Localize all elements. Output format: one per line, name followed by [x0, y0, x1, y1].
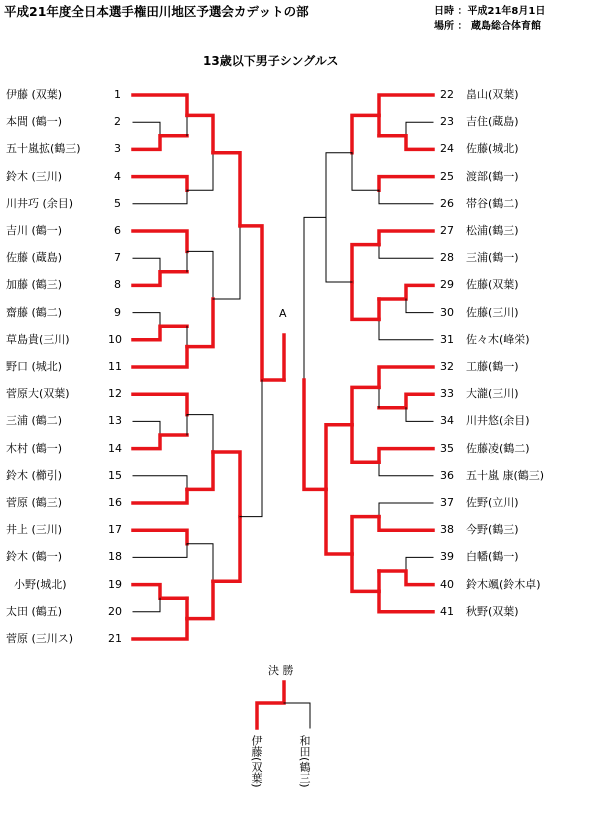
right-player-name: 川井悠(余目) [466, 414, 530, 428]
left-player-name: 草島貴(三川) [6, 332, 70, 346]
bracket-line [133, 190, 187, 204]
winner-line [379, 591, 433, 611]
bracket-line [326, 217, 352, 282]
winner-line [240, 226, 284, 380]
left-player-seed: 14 [108, 441, 122, 455]
right-player-seed: 41 [440, 604, 454, 618]
left-player-name: 本間 (鶴一) [6, 115, 63, 129]
event-date: 日時 ：平成21年8月1日 [434, 6, 546, 17]
bracket-line [133, 544, 187, 558]
right-player-name: 鈴木颯(鈴木卓) [466, 577, 541, 591]
left-player-seed: 4 [114, 169, 121, 183]
left-player-seed: 15 [108, 468, 122, 482]
bracket-line [352, 153, 379, 190]
left-player-seed: 5 [114, 196, 121, 210]
right-player-seed: 34 [440, 414, 454, 428]
left-player-name: 齋藤 (鶴二) [6, 305, 63, 319]
left-player-name: 佐藤 (蔵島) [6, 251, 63, 265]
winner-line [133, 326, 187, 340]
bracket-line [133, 313, 160, 327]
right-player-name: 五十嵐 康(鶴三) [466, 468, 545, 482]
right-player-seed: 39 [440, 550, 454, 564]
right-player-name: 秋野(双葉) [466, 604, 519, 618]
block-label: A [279, 307, 287, 320]
left-player-seed: 12 [108, 387, 122, 401]
right-player-name: 渡部(鶴一) [466, 169, 519, 183]
winner-line [326, 425, 352, 490]
left-player-name: 鈴木 (櫛引) [6, 468, 63, 482]
right-player-name: 佐藤(三川) [466, 305, 519, 319]
winner-line [379, 449, 433, 463]
left-player-seed: 16 [108, 496, 122, 509]
winner-line [133, 347, 187, 367]
left-player-name: 太田 (鶴五) [6, 604, 63, 618]
bracket-line [133, 258, 160, 272]
winner-line [133, 177, 187, 191]
bracket-line [304, 217, 326, 380]
winner-line [187, 299, 213, 347]
bracket-line [187, 251, 213, 299]
bracket-line [379, 503, 433, 517]
left-player-name: 菅原 (三川ス) [6, 632, 74, 645]
winner-line [379, 367, 433, 387]
winner-line [213, 517, 240, 582]
right-player-name: 今野(鶴三) [466, 523, 519, 537]
winner-line [352, 554, 379, 591]
winner-line [133, 619, 187, 639]
right-player-seed: 26 [440, 196, 454, 210]
winner-line [133, 136, 187, 150]
page-title: 平成21年度全日本選手権田川地区予選会カデットの部 [4, 4, 309, 19]
right-player-seed: 28 [440, 251, 454, 265]
right-player-seed: 23 [440, 115, 454, 129]
category-title: 13歳以下男子シングルス [203, 54, 339, 68]
right-player-name: 佐藤(城北) [466, 142, 519, 156]
left-player-name: 小野(城北) [14, 577, 67, 591]
final-right-player: 和田(鶴三) [298, 735, 311, 788]
winner-line [257, 682, 284, 728]
right-player-seed: 24 [440, 142, 454, 156]
bracket-line [284, 703, 310, 728]
winner-line [133, 530, 187, 544]
right-player-seed: 31 [440, 332, 454, 346]
bracket-line [213, 226, 240, 299]
winner-line [379, 231, 433, 245]
right-player-seed: 29 [440, 278, 454, 292]
bracket-line [406, 299, 433, 313]
left-player-seed: 11 [108, 360, 122, 373]
winner-line [213, 452, 240, 517]
right-player-name: 畠山(双葉) [466, 88, 519, 101]
winner-line [133, 95, 187, 115]
left-player-seed: 10 [108, 332, 122, 346]
left-player-name: 木村 (鶴一) [6, 441, 63, 455]
right-player-seed: 36 [440, 468, 454, 482]
left-player-seed: 2 [114, 115, 121, 129]
winner-line [213, 153, 240, 226]
winner-line [379, 394, 433, 408]
bracket-line [240, 380, 262, 517]
winner-line [133, 231, 187, 251]
bracket-line [379, 190, 433, 204]
right-player-seed: 37 [440, 496, 454, 509]
winner-line [352, 245, 379, 282]
right-player-seed: 27 [440, 224, 454, 237]
left-player-name: 菅原 (鶴三) [6, 496, 63, 509]
left-player-name: 五十嵐拡(鶴三) [6, 142, 81, 156]
bracket-line [406, 408, 433, 422]
winner-line [352, 387, 379, 424]
left-player-seed: 1 [114, 88, 121, 101]
right-player-name: 佐々木(峰栄) [466, 332, 530, 346]
right-player-name: 松浦(鶴三) [466, 224, 519, 237]
winner-line [379, 517, 433, 531]
winner-line [133, 394, 187, 414]
bracket-line [326, 153, 352, 218]
winner-line [187, 115, 213, 152]
bracket-line [406, 557, 433, 571]
bracket-line [187, 415, 213, 452]
left-player-seed: 18 [108, 550, 122, 564]
left-player-name: 伊藤 (双葉) [6, 88, 63, 101]
left-player-name: 川井巧 (余目) [6, 196, 74, 210]
right-player-seed: 22 [440, 88, 454, 101]
right-player-name: 佐野(立川) [466, 496, 519, 509]
left-player-seed: 21 [108, 632, 122, 645]
bracket-line [379, 462, 433, 476]
winner-line [379, 177, 433, 191]
final-left-player: 伊藤(双葉) [250, 735, 263, 788]
right-player-seed: 32 [440, 360, 454, 373]
winner-line [133, 585, 187, 599]
winner-line [379, 571, 433, 585]
left-player-seed: 20 [108, 604, 122, 618]
winner-line [352, 115, 379, 152]
winner-line [304, 380, 326, 489]
bracket-line [379, 319, 433, 339]
bracket-line [133, 476, 187, 490]
left-player-seed: 9 [114, 305, 121, 319]
right-player-name: 佐藤(双葉) [466, 278, 519, 292]
bracket-line [133, 122, 160, 136]
winner-line [352, 282, 379, 319]
bracket-line [406, 122, 433, 136]
right-player-seed: 33 [440, 387, 454, 401]
bracket-line [187, 153, 213, 190]
right-player-seed: 35 [440, 441, 454, 455]
left-player-seed: 8 [114, 278, 121, 292]
right-player-seed: 30 [440, 305, 454, 319]
winner-line [379, 285, 433, 299]
bracket-line [187, 544, 213, 581]
winner-line [352, 425, 379, 462]
left-player-seed: 19 [108, 577, 122, 591]
left-player-name: 加藤 (鶴三) [6, 278, 63, 292]
event-venue: 場所 ： 蔵島総合体育館 [434, 21, 541, 32]
right-player-seed: 40 [440, 577, 454, 591]
right-player-seed: 25 [440, 169, 454, 183]
bracket-line [133, 598, 160, 612]
right-player-name: 帯谷(鶴二) [466, 196, 519, 210]
left-player-name: 鈴木 (鶴一) [6, 550, 63, 564]
left-player-seed: 3 [114, 142, 121, 156]
left-player-name: 野口 (城北) [6, 360, 63, 373]
right-player-name: 大瀧(三川) [466, 387, 519, 401]
left-player-seed: 17 [108, 523, 122, 537]
bracket-line [133, 421, 160, 435]
winner-line [379, 136, 433, 150]
left-player-name: 鈴木 (三川) [6, 169, 63, 183]
winner-line [187, 581, 213, 618]
winner-line [133, 489, 187, 503]
left-player-seed: 6 [114, 224, 121, 237]
right-player-name: 三浦(鶴一) [466, 251, 519, 265]
right-player-name: 工藤(鶴一) [466, 360, 519, 373]
winner-line [352, 517, 379, 554]
right-player-name: 佐藤凌(鶴二) [466, 441, 530, 455]
winner-line [187, 452, 213, 489]
right-player-name: 吉住(蔵島) [466, 115, 519, 129]
right-player-name: 白幡(鶴一) [466, 550, 519, 564]
left-player-name: 三浦 (鶴二) [6, 414, 63, 428]
left-player-name: 井上 (三川) [6, 523, 63, 537]
left-player-name: 吉川 (鶴一) [6, 224, 63, 237]
left-player-seed: 7 [114, 251, 121, 265]
right-player-seed: 38 [440, 523, 454, 537]
winner-line [379, 95, 433, 115]
winner-line [133, 435, 187, 449]
final-label: 決 勝 [268, 664, 294, 677]
bracket-line [379, 245, 433, 259]
left-player-seed: 13 [108, 414, 122, 428]
winner-line [133, 272, 187, 286]
left-player-name: 菅原大(双葉) [6, 387, 70, 401]
winner-line [326, 489, 352, 554]
